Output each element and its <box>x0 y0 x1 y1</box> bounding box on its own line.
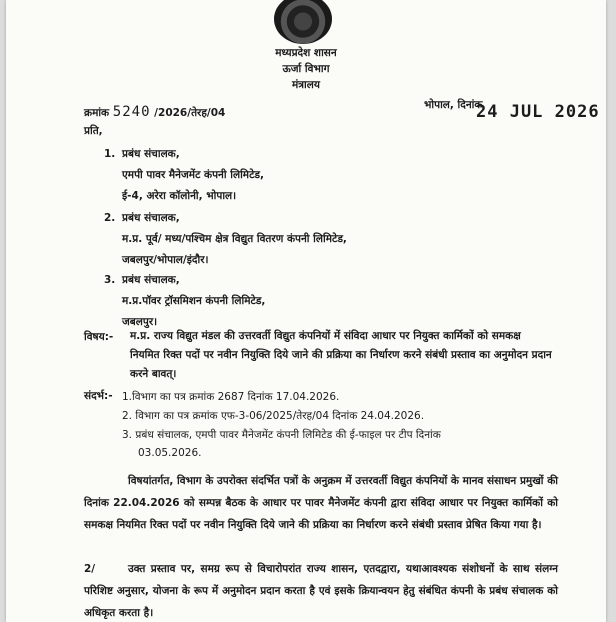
references-label: संदर्भ:- <box>84 390 113 402</box>
body-paragraph-2 <box>84 558 558 622</box>
ref-prefix: क्रमांक <box>84 107 110 119</box>
ref-number-handwritten: 5240 <box>112 104 151 120</box>
recipient-line: जबलपुर। <box>122 316 158 328</box>
recipient-line: ई-4, अरेरा कॉलोनी, भोपाल। <box>122 190 237 202</box>
body-paragraph-1: विषयांतर्गत, विभाग के उपरोक्त संदर्भित पत्रों के अनुक्रम में उत्तरवर्ती विद्युत कंपनियों के मानव संसाधन प्रमुखों की दिनांक 22.04.2026 को सम्पन्न बैठक के आधार पर पावर मैनेजमेंट कंपनी द्वारा संविदा आधार पर नियुक्त कार्मिकों को समकक्ष नियमित रिक्त पदों पर नवीन नियुक्ति दिये जाने की प्रक्रिया का निर्धारण करने संबंधी प्रस्ताव प्रेषित किया गया है। <box>84 475 558 531</box>
recipient-line: प्रबंध संचालक, <box>122 148 180 160</box>
recipient-line: म.प्र. पूर्व/ मध्य/पश्चिम क्षेत्र विद्युत वितरण कंपनी लिमिटेड, <box>122 233 347 245</box>
department-name: ऊर्जा विभाग <box>282 63 330 75</box>
recipient-line: जबलपुर/भोपाल/इंदौर। <box>122 254 209 266</box>
paragraph-2-text: उक्त प्रस्ताव पर, समग्र रूप से विचारोपरांत राज्य शासन, एतदद्वारा, यथाआवश्यक संशोधनों के साथ संलग्न परिशिष्ट अनुसार, योजना के रूप में अनुमोदन प्रदान करता है एवं इसके क्रियान्वयन हेतु संबंधित कंपनी के प्रबंध संचालक को अधिकृत करता है। <box>84 563 558 619</box>
ministry-name: मंत्रालय <box>291 79 320 91</box>
recipient-line: म.प्र.पॉवर ट्रॉसमिशन कंपनी लिमिटेड, <box>122 295 266 307</box>
subject-text: म.प्र. राज्य विद्युत मंडल की उत्तरवर्ती विद्युत कंपनियों में संविदा आधार पर नियुक्त कार्मिकों को समकक्ष नियमित रिक्त पदों पर नवीन नियुक्ति दिये जाने की प्रक्रिया का निर्धारण करने संबंधी प्रस्ताव का अनुमोदन प्रदान करने बावत्। <box>130 330 552 380</box>
recipient-line: एमपी पावर मैनेजमेंट कंपनी लिमिटेड, <box>122 169 264 181</box>
government-name: मध्यप्रदेश शासन <box>275 47 337 59</box>
reference-item-1: 1.विभाग का पत्र क्रमांक 2687 दिनांक 17.04.2026. <box>122 391 340 403</box>
reference-item-3: 3. प्रबंध संचालक, एमपी पावर मैनेजमेंट कंपनी लिमिटेड की ई-फाइल पर टीप दिनांक <box>122 429 441 441</box>
paragraph-number: 2/ <box>84 563 96 575</box>
recipient-number: 3. <box>104 274 116 286</box>
reference-item-2: 2. विभाग का पत्र क्रमांक एफ-3-06/2025/तेरह/04 दिनांक 24.04.2026. <box>122 410 425 422</box>
subject-label: विषय:- <box>84 331 114 343</box>
to-label: प्रति, <box>84 125 103 137</box>
reference-number <box>84 104 225 120</box>
recipient-number: 1. <box>104 148 116 160</box>
reference-item-3-date: 03.05.2026. <box>138 447 202 459</box>
recipient-2 <box>104 208 347 271</box>
recipient-number: 2. <box>104 212 116 224</box>
recipient-line: प्रबंध संचालक, <box>122 274 180 286</box>
date-stamp: 24 JUL 2026 <box>476 102 600 122</box>
letter-page <box>6 0 606 622</box>
recipient-1 <box>104 144 264 207</box>
recipient-3 <box>104 270 266 333</box>
ref-suffix: /2026/तेरह/04 <box>154 107 226 119</box>
place-date-label: भोपाल, दिनांक <box>424 99 483 111</box>
state-emblem-icon <box>274 0 332 44</box>
recipient-line: प्रबंध संचालक, <box>122 212 180 224</box>
